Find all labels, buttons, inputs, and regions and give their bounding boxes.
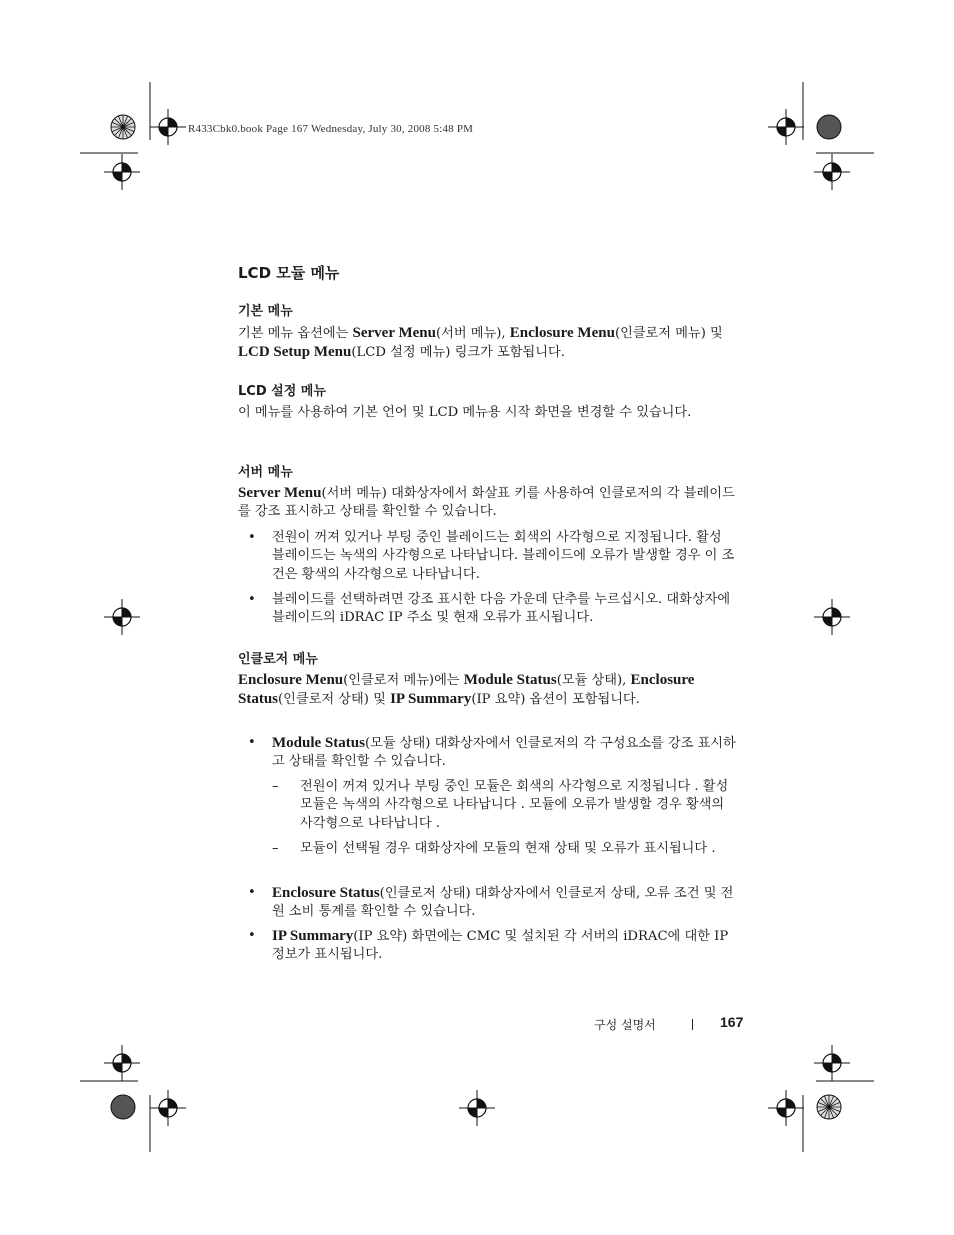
list-item: • Module Status(모듈 상태) 대화상자에서 인클로저의 각 구성요소를 강조 표시하고 상태를 확인할 수 있습니다. [248, 735, 736, 770]
dash-icon: – [272, 779, 279, 794]
server-menu-paragraph: Server Menu(서버 메뉴) 대화상자에서 화살표 키를 사용하여 인클로저의 각 블레이드를 강조 표시하고 상태를 확인할 수 있습니다. [238, 485, 735, 520]
list-item: • IP Summary(IP 요약) 화면에는 CMC 및 설치된 각 서버의 iDRAC에 대한 IP 정보가 표시됩니다. [248, 928, 729, 963]
basic-menu-paragraph: 기본 메뉴 옵션에는 Server Menu(서버 메뉴), Enclosure Menu(인클로저 메뉴) 및 LCD Setup Menu(LCD 설정 메뉴) 링크가 포함됩니다. [238, 325, 723, 361]
bullet-icon: • [248, 885, 256, 900]
page-number: 167 [720, 1014, 744, 1030]
server-menu-heading: 서버 메뉴 [238, 465, 293, 480]
enclosure-menu-heading: 인클로저 메뉴 [238, 652, 318, 667]
dash-icon: – [272, 841, 279, 856]
list-item: • Enclosure Status(인클로저 상태) 대화상자에서 인클로저 상태, 오류 조건 및 전원 소비 통계를 확인할 수 있습니다. [248, 885, 734, 920]
list-item: • 전원이 꺼져 있거나 부팅 중인 블레이드는 회색의 사각형으로 지정됩니다. 활성 블레이드는 녹색의 사각형으로 나타납니다. 블레이드에 오류가 발생할 경우 이 조건은 황색의 사각형으로 나타납니다. [248, 530, 735, 582]
bullet-icon: • [248, 530, 256, 545]
footer-divider [692, 1019, 693, 1030]
sub-list-item: – 모듈이 선택될 경우 대화상자에 모듈의 현재 상태 및 오류가 표시됩니다 . [300, 840, 738, 858]
lcd-setup-paragraph: 이 메뉴를 사용하여 기본 언어 및 LCD 메뉴용 시작 화면을 변경할 수 있습니다. [238, 405, 692, 420]
bullet-icon: • [248, 592, 256, 607]
footer-section-label: 구성 설명서 [594, 1018, 656, 1032]
sub-list-item: – 전원이 꺼져 있거나 부팅 중인 모듈은 회색의 사각형으로 지정됩니다 . 활성 모듈은 녹색의 사각형으로 나타납니다 . 모듈에 오류가 발생할 경우 황색의 사각형으로 나타납니다 . [272, 779, 729, 831]
enclosure-menu-paragraph: Enclosure Menu(인클로저 메뉴)에는 Module Status(모듈 상태), Enclosure Status(인클로저 상태) 및 IP Summary(IP 요약) 옵션이 포함됩니다. [238, 672, 695, 708]
print-slug: R433Cbk0.book Page 167 Wednesday, July 30, 2008 5:48 PM [188, 123, 474, 135]
basic-menu-heading: 기본 메뉴 [238, 304, 293, 319]
lcd-setup-heading: LCD 설정 메뉴 [238, 384, 326, 399]
bullet-icon: • [248, 735, 256, 750]
bullet-icon: • [248, 928, 256, 943]
list-item: • 블레이드를 선택하려면 강조 표시한 다음 가운데 단추를 누르십시오. 대화상자에 블레이드의 iDRAC IP 주소 및 현재 오류가 표시됩니다. [248, 592, 731, 626]
section-title: LCD 모듈 메뉴 [238, 264, 340, 282]
